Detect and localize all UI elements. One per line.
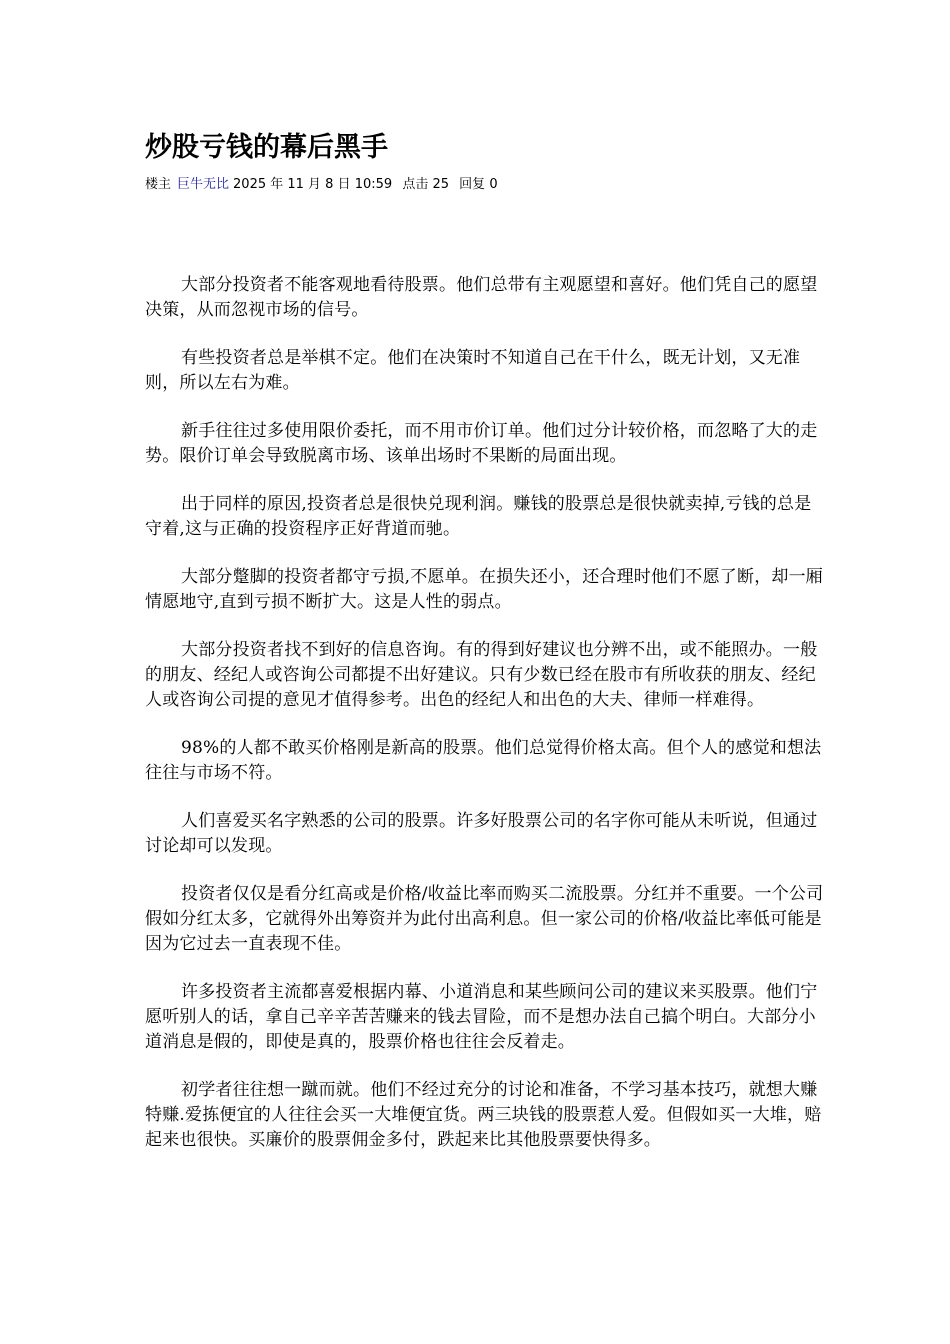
paragraph: 新手往往过多使用限价委托，而不用市价订单。他们过分计较价格，而忽略了大的走势。限价订单会导致脱离市场、该单出场时不果断的局面出现。 — [145, 421, 818, 466]
clicks-label: 点击 — [402, 177, 429, 192]
article-body — [145, 273, 825, 1153]
paragraph: 大部分蹩脚的投资者都守亏损,不愿单。在损失还小，还合理时他们不愿了断，却一厢情愿地守,直到亏损不断扩大。这是人性的弱点。 — [145, 567, 824, 612]
post-datetime: 2025 年 11 月 8 日 10:59 — [233, 177, 393, 192]
paragraph: 出于同样的原因,投资者总是很快兑现利润。赚钱的股票总是很快就卖掉,亏钱的总是守着,这与正确的投资程序正好背道而驰。 — [145, 494, 812, 539]
role-label: 楼主 — [145, 177, 172, 192]
paragraph: 大部分投资者找不到好的信息咨询。有的得到好建议也分辨不出，或不能照办。一般的朋友、经纪人或咨询公司都提不出好建议。只有少数已经在股市有所收获的朋友、经纪人或咨询公司提的意见才值得参考。出色的经纪人和出色的大夫、律师一样难得。 — [145, 640, 818, 710]
paragraph: 人们喜爱买名字熟悉的公司的股票。许多好股票公司的名字你可能从未听说，但通过讨论却可以发现。 — [145, 811, 818, 856]
clicks-count: 25 — [432, 177, 450, 192]
paragraph: 许多投资者主流都喜爱根据内幕、小道消息和某些顾问公司的建议来买股票。他们宁愿听别人的话，拿自己辛辛苦苦赚来的钱去冒险，而不是想办法自己搞个明白。大部分小道消息是假的，即使是真的，股票价格也往往会反着走。 — [145, 982, 818, 1052]
paragraph: 投资者仅仅是看分红高或是价格/收益比率而购买二流股票。分红并不重要。一个公司假如分红太多，它就得外出筹资并为此付出高利息。但一家公司的价格/收益比率低可能是因为它过去一直表现不佳。 — [145, 884, 824, 954]
paragraph: 大部分投资者不能客观地看待股票。他们总带有主观愿望和喜好。他们凭自己的愿望决策，从而忽视市场的信号。 — [145, 275, 818, 320]
paragraph: 98%的人都不敢买价格刚是新高的股票。他们总觉得价格太高。但个人的感觉和想法往往与市场不符。 — [145, 738, 822, 783]
post-meta — [145, 176, 825, 194]
replies-count: 0 — [489, 177, 498, 192]
replies-label: 回复 — [459, 177, 486, 192]
author-link[interactable]: 巨牛无比 — [177, 177, 230, 192]
paragraph: 初学者往往想一蹴而就。他们不经过充分的讨论和准备，不学习基本技巧，就想大赚特赚.爱拣便宜的人往往会买一大堆便宜货。两三块钱的股票惹人爱。但假如买一大堆，赔起来也很快。买廉价的股票佣金多付，跌起来比其他股票要快得多。 — [145, 1080, 822, 1150]
paragraph: 有些投资者总是举棋不定。他们在决策时不知道自己在干什么，既无计划，又无准则，所以左右为难。 — [145, 348, 801, 393]
post-title: 炒股亏钱的幕后黑手 — [145, 132, 388, 163]
post-container — [145, 128, 825, 1176]
